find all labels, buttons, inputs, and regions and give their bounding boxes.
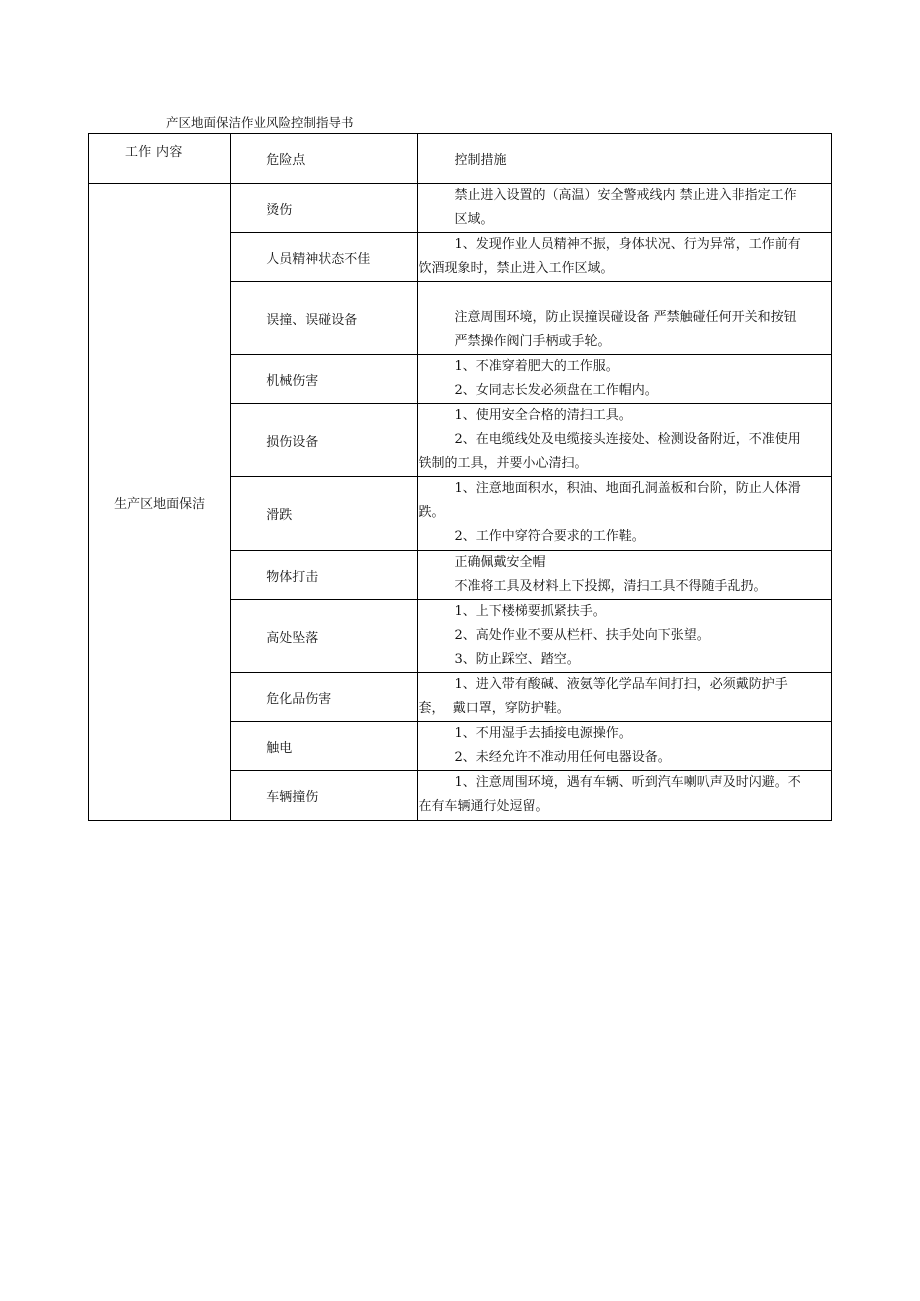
hazard-cell: 物体打击 [231, 551, 418, 600]
measure-cell [418, 282, 832, 355]
header-hazard: 危险点 [231, 134, 418, 184]
hazard-cell: 人员精神状态不佳 [231, 233, 418, 282]
measure-cell [418, 184, 832, 233]
measure-line: 1、不用湿手去插接电源操作。 [454, 726, 632, 741]
header-measures: 控制措施 [418, 134, 832, 184]
measure-line: 在有车辆通行处逗留。 [418, 799, 549, 814]
measure-line: 禁止进入设置的（高温）安全警戒线内 禁止进入非指定工作 [454, 188, 797, 203]
table-row [89, 184, 832, 233]
measure-line: 跌。 [418, 505, 445, 520]
measure-line: 2、高处作业不要从栏杆、扶手处向下张望。 [454, 628, 710, 643]
measure-line: 2、在电缆线处及电缆接头连接处、检测设备附近，不准使用 [454, 432, 801, 447]
hazard-cell: 高处坠落 [231, 600, 418, 673]
measure-line: 2、未经允许不准动用任何电器设备。 [454, 750, 671, 765]
measure-line: 1、进入带有酸碱、液氨等化学品车间打扫，必须戴防护手 [454, 677, 788, 692]
hazard-cell: 车辆撞伤 [231, 771, 418, 821]
measure-line: 2、工作中穿符合要求的工作鞋。 [454, 529, 645, 544]
measure-cell [418, 404, 832, 477]
measure-cell [418, 355, 832, 404]
document-title: 产区地面保洁作业风险控制指导书 [166, 115, 354, 130]
measure-line: 3、防止踩空、踏空。 [454, 652, 580, 667]
measure-line: 严禁操作阀门手柄或手轮。 [454, 334, 611, 349]
risk-control-table [88, 133, 832, 821]
measure-cell [418, 477, 832, 551]
hazard-cell: 触电 [231, 722, 418, 771]
work-content-cell: 生产区地面保洁 [89, 184, 231, 821]
measure-line: 饮酒现象时，禁止进入工作区域。 [418, 261, 614, 276]
measure-line: 不准将工具及材料上下投掷，清扫工具不得随手乱扔。 [454, 579, 767, 594]
measure-line: 铁制的工具，并要小心清扫。 [418, 456, 588, 471]
measure-cell [418, 233, 832, 282]
hazard-cell: 误撞、误碰设备 [231, 282, 418, 355]
measure-cell [418, 551, 832, 600]
hazard-cell: 机械伤害 [231, 355, 418, 404]
header-work-content: 工作 内容 [89, 134, 231, 184]
hazard-cell: 烫伤 [231, 184, 418, 233]
measure-cell [418, 673, 832, 722]
hazard-cell: 损伤设备 [231, 404, 418, 477]
measure-cell [418, 771, 832, 821]
measure-line: 正确佩戴安全帽 [454, 555, 546, 570]
measure-cell [418, 600, 832, 673]
measure-line: 1、使用安全合格的清扫工具。 [454, 408, 632, 423]
measure-line: 区域。 [454, 212, 494, 227]
measure-line: 1、注意周围环境，遇有车辆、听到汽车喇叭声及时闪避。不 [454, 775, 801, 790]
measure-cell [418, 722, 832, 771]
measure-line: 1、不准穿着肥大的工作服。 [454, 359, 619, 374]
measure-line: 1、注意地面积水，积油、地面孔洞盖板和台阶，防止人体滑 [454, 481, 801, 496]
hazard-cell: 危化品伤害 [231, 673, 418, 722]
measure-line: 套， 戴口罩，穿防护鞋。 [418, 701, 570, 716]
measure-line: 1、发现作业人员精神不振，身体状况、行为异常，工作前有 [454, 237, 801, 252]
measure-line: 2、女同志长发必须盘在工作帽内。 [454, 383, 658, 398]
hazard-cell: 滑跌 [231, 477, 418, 551]
table-header-row [89, 134, 832, 184]
measure-line: 1、上下楼梯要抓紧扶手。 [454, 604, 606, 619]
measure-line: 注意周围环境，防止误撞误碰设备 严禁触碰任何开关和按钮 [454, 310, 797, 325]
